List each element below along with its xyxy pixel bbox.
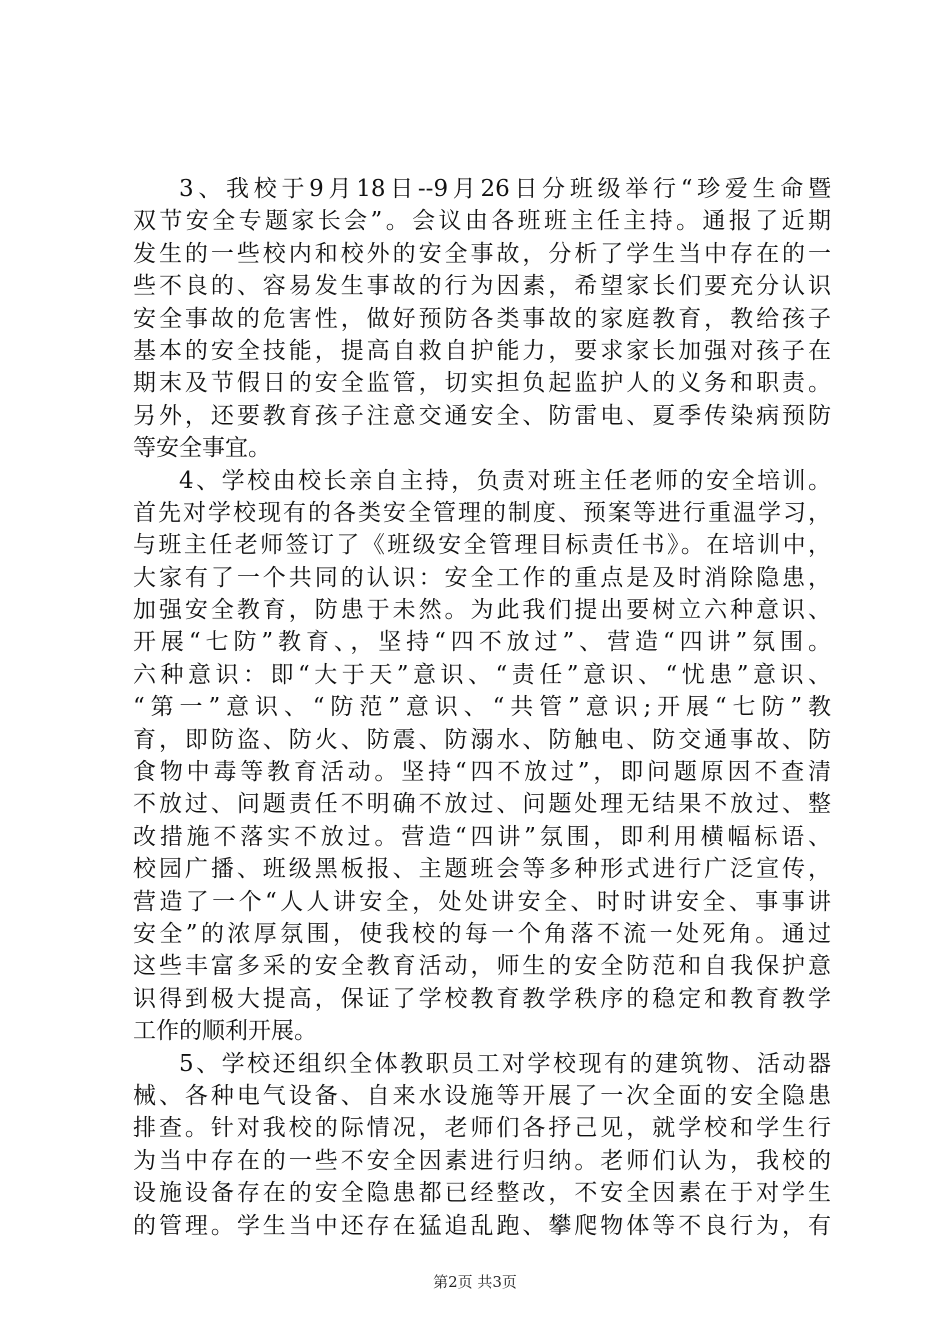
text-line: 育，即防盗、防火、防震、防溺水、防触电、防交通事故、防	[133, 726, 831, 753]
text-line: 些不良的、容易发生事故的行为因素，希望家长们要充分认识	[133, 273, 831, 300]
text-line: 设施设备存在的安全隐患都已经整改，不安全因素在于对学生	[133, 1180, 831, 1207]
text-line: “第一”意识、“防范”意识、“共管”意识;开展“七防”教	[133, 694, 831, 721]
text-line: 4、学校由校长亲自主持，负责对班主任老师的安全培训。	[179, 467, 831, 494]
text-line: 这些丰富多采的安全教育活动，师生的安全防范和自我保护意	[133, 953, 831, 980]
text-line: 大家有了一个共同的认识：安全工作的重点是及时消除隐患，	[133, 564, 831, 591]
text-line: 与班主任老师签订了《班级安全管理目标责任书》。在培训中，	[133, 532, 831, 559]
text-line: 六种意识：即“大于天”意识、“责任”意识、“忧患”意识、	[133, 661, 831, 688]
text-line: 双节安全专题家长会”。会议由各班班主任主持。通报了近期	[133, 208, 831, 235]
text-line: 首先对学校现有的各类安全管理的制度、预案等进行重温学习，	[133, 499, 831, 526]
text-line: 的管理。学生当中还存在猛追乱跑、攀爬物体等不良行为，有	[133, 1212, 831, 1239]
text-line: 5、学校还组织全体教职员工对学校现有的建筑物、活动器	[179, 1050, 831, 1077]
page-footer: 第2页 共3页	[433, 1273, 517, 1291]
document-body	[133, 173, 831, 1242]
text-line: 基本的安全技能，提高自救自护能力，要求家长加强对孩子在	[133, 337, 831, 364]
text-line: 不放过、问题责任不明确不放过、问题处理无结果不放过、整	[133, 791, 831, 818]
text-line: 营造了一个“人人讲安全，处处讲安全、时时讲安全、事事讲	[133, 888, 831, 915]
text-line: 识得到极大提高，保证了学校教育教学秩序的稳定和教育教学	[133, 985, 831, 1012]
text-line: 3、我校于9月18日--9月26日分班级举行“珍爱生命暨	[179, 176, 831, 202]
text-line: 安全”的浓厚氛围，使我校的每一个角落不流一处死角。通过	[133, 920, 831, 947]
text-line: 加强安全教育，防患于未然。为此我们提出要树立六种意识、	[133, 597, 831, 624]
text-line: 械、各种电气设备、自来水设施等开展了一次全面的安全隐患	[133, 1082, 831, 1109]
text-line: 排查。针对我校的际情况，老师们各抒己见，就学校和学生行	[133, 1115, 831, 1142]
text-line: 另外，还要教育孩子注意交通安全、防雷电、夏季传染病预防	[133, 402, 831, 429]
text-line: 开展“七防”教育、，坚持“四不放过”、营造“四讲”氛围。	[133, 629, 831, 656]
text-line: 校园广播、班级黑板报、主题班会等多种形式进行广泛宣传，	[133, 856, 831, 883]
text-line: 期末及节假日的安全监管，切实担负起监护人的义务和职责。	[133, 370, 831, 397]
text-line: 发生的一些校内和校外的安全事故，分析了学生当中存在的一	[133, 240, 831, 267]
text-line: 食物中毒等教育活动。坚持“四不放过”，即问题原因不查清	[133, 759, 831, 786]
text-line: 安全事故的危害性，做好预防各类事故的家庭教育，教给孩子	[133, 305, 831, 332]
text-line: 为当中存在的一些不安全因素进行归纳。老师们认为，我校的	[133, 1147, 831, 1174]
text-line: 等安全事宜。	[133, 435, 271, 462]
text-line: 改措施不落实不放过。营造“四讲”氛围，即利用横幅标语、	[133, 823, 831, 850]
text-line: 工作的顺利开展。	[133, 1018, 317, 1045]
